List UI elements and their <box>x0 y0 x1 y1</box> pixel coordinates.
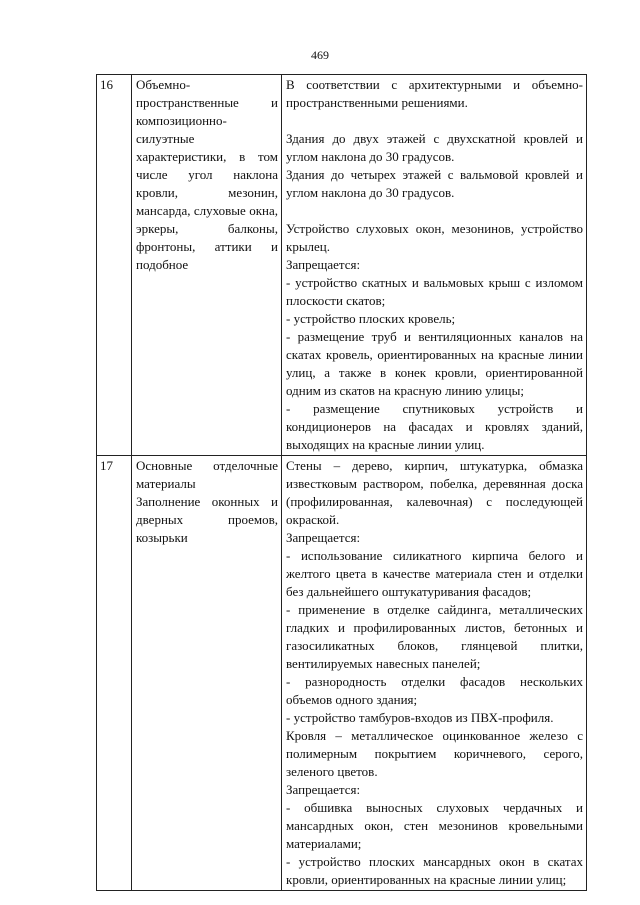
prohibition-item: - применение в отделке сайдинга, металлических гладких и профилированных листов, бетонных и газосиликатных блоков, глянцевой плитки, вентилируемых навесных панелей; <box>286 602 583 671</box>
requirement-paragraph: Устройство слуховых окон, мезонинов, устройство крылец. <box>286 221 583 254</box>
requirement-paragraph: В соответствии с архитектурными и объемно-пространственными решениями. <box>286 77 583 110</box>
prohibition-item: - устройство плоских мансардных окон в скатах кровли, ориентированных на красные линии улиц; <box>286 854 583 887</box>
characteristic-paragraph: Заполнение оконных и дверных проемов, козырьки <box>136 494 278 545</box>
prohibition-item: - обшивка выносных слуховых чердачных и мансардных окон, стен мезонинов кровельными материалами; <box>286 800 583 851</box>
requirement-paragraph: Кровля – металлическое оцинкованное железо с полимерным покрытием коричневого, серого, зеленого цветов. <box>286 728 583 779</box>
prohibition-item: - устройство тамбуров-входов из ПВХ-профиля. <box>286 710 554 725</box>
prohibition-item: - использование силикатного кирпича белого и желтого цвета в качестве материала стен и отделки без дальнейшего оштукатуривания фасадов; <box>286 548 583 599</box>
prohibition-heading: Запрещается: <box>286 530 361 545</box>
row-number: 16 <box>97 75 132 456</box>
requirements-cell <box>282 456 587 891</box>
prohibition-heading: Запрещается: <box>286 257 361 272</box>
prohibition-item: - размещение труб и вентиляционных каналов на скатах кровель, ориентированных на красные линии улиц, а также в конек кровли, ориентированной одним из скатов на красную линию улицы; <box>286 329 583 398</box>
prohibition-item: - размещение спутниковых устройств и кондиционеров на фасадах и кровлях зданий, выходящих на красные линии улиц. <box>286 401 583 452</box>
page-number: 469 <box>311 48 329 62</box>
characteristic-paragraph: Объемно-пространственные и композиционно-силуэтные характеристики, в том числе угол наклона кровли, мезонин, мансарда, слуховые окна, эркеры, балконы, фронтоны, аттики и подобное <box>136 77 278 272</box>
characteristic-name <box>132 456 282 891</box>
requirement-paragraph: Здания до четырех этажей с вальмовой кровлей и углом наклона до 30 градусов. <box>286 167 583 200</box>
prohibition-item: - устройство скатных и вальмовых крыш с изломом плоскости скатов; <box>286 275 583 308</box>
requirements-cell <box>282 75 587 456</box>
prohibition-item: - устройство плоских кровель; <box>286 311 456 326</box>
prohibition-heading: Запрещается: <box>286 782 361 797</box>
characteristic-name <box>132 75 282 456</box>
table-row <box>97 75 587 456</box>
row-number: 17 <box>97 456 132 891</box>
characteristic-paragraph: Основные отделочные материалы <box>136 458 278 491</box>
requirement-paragraph: Стены – дерево, кирпич, штукатурка, обмазка известковым раствором, побелка, деревянная доска (профилированная, калевочная) с последующей окраской. <box>286 458 583 527</box>
regulations-table <box>96 74 587 891</box>
table-row <box>97 456 587 891</box>
prohibition-item: - разнородность отделки фасадов нескольких объемов одного здания; <box>286 674 583 707</box>
requirement-paragraph: Здания до двух этажей с двухскатной кровлей и углом наклона до 30 градусов. <box>286 131 583 164</box>
